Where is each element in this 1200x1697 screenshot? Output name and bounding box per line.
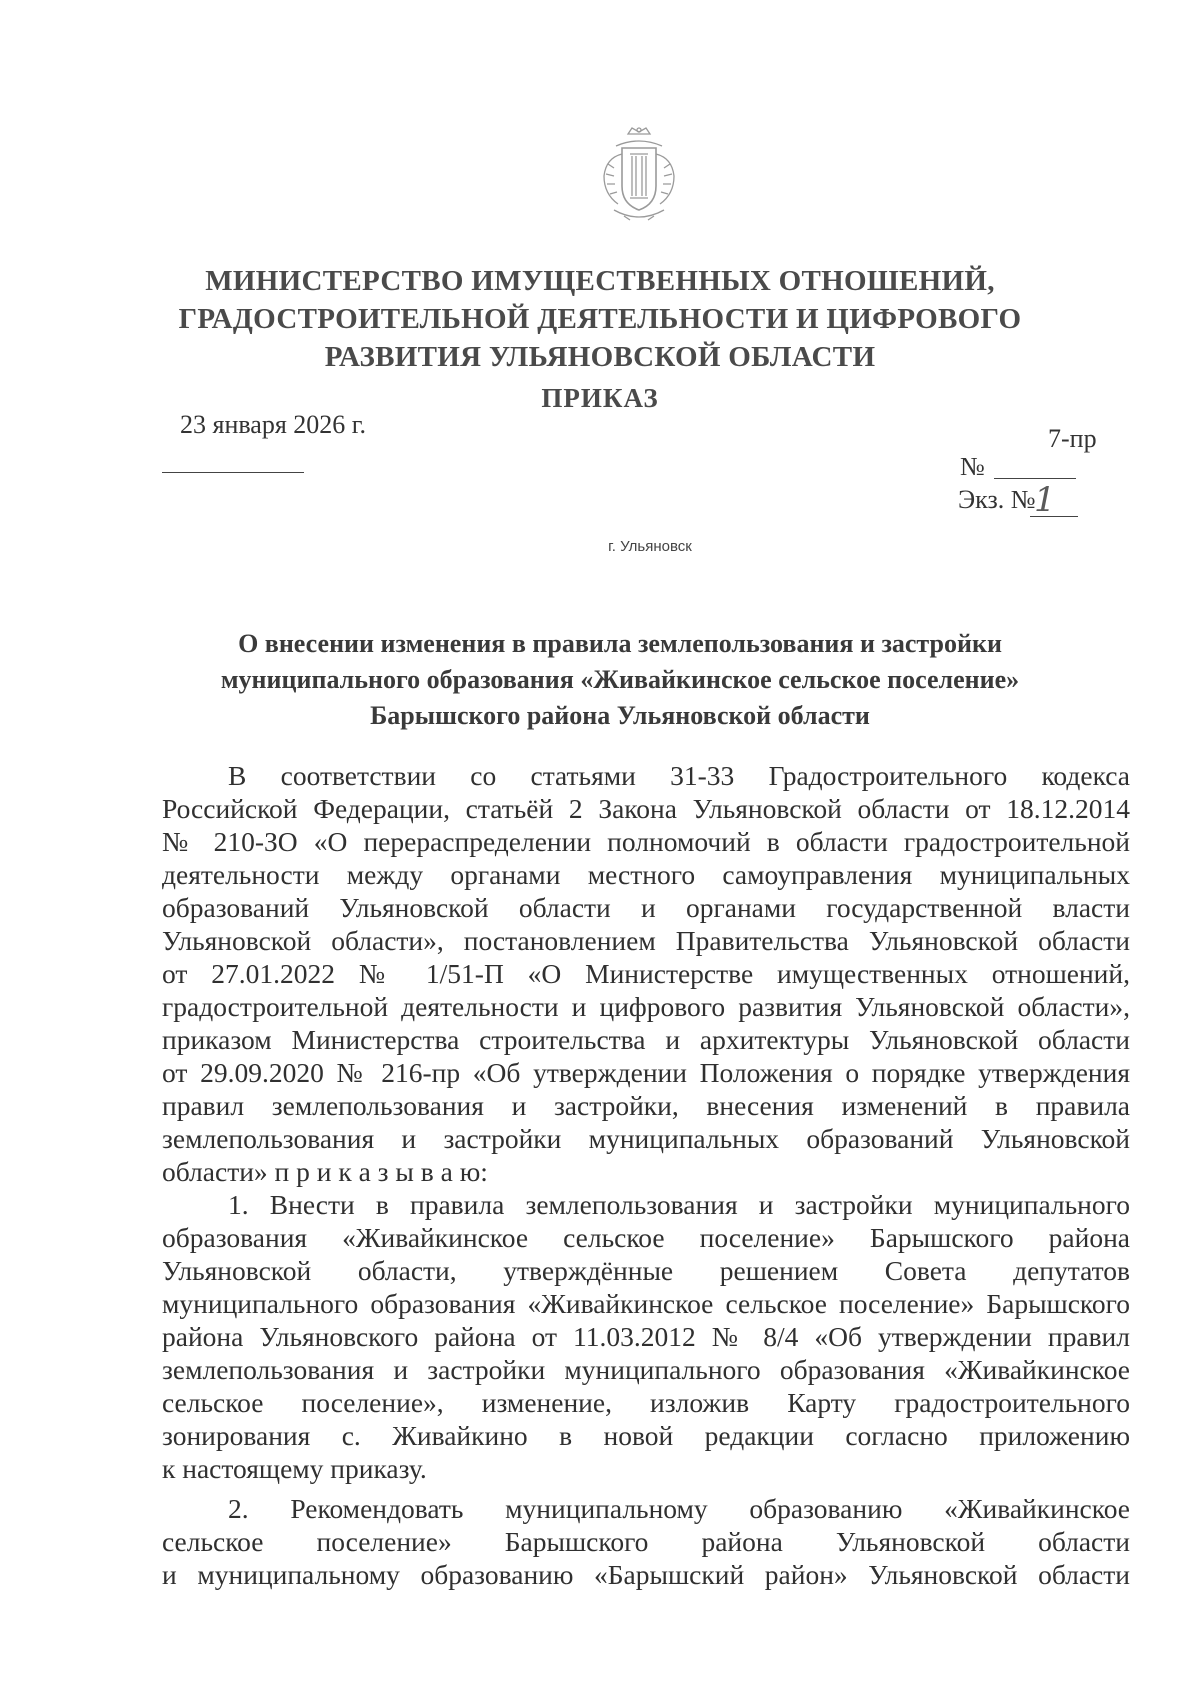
body-line: деятельности между органами местного самоуправления муниципальных <box>162 859 1130 890</box>
body-line: № 210-ЗО «О перераспределении полномочий в области градостроительной <box>162 826 1130 857</box>
body-line: от 29.09.2020 № 216-пр «Об утверждении Положения о порядке утверждения <box>162 1057 1130 1088</box>
body-line: образования «Живайкинское сельское поселение» Барышского района <box>162 1222 1130 1253</box>
ministry-name <box>150 262 1050 376</box>
body-line: Ульяновской области», постановлением Правительства Ульяновской области <box>162 925 1130 956</box>
subject-line: О внесении изменения в правила землепользования и застройки <box>238 629 1002 658</box>
coat-of-arms-emblem <box>594 124 684 226</box>
body-line: образований Ульяновской области и органами государственной власти <box>162 892 1130 923</box>
body-line: к настоящему приказу. <box>162 1453 427 1484</box>
body-line: 1. Внести в правила землепользования и застройки муниципального <box>228 1189 1130 1220</box>
body-line: 2. Рекомендовать муниципальному образованию «Живайкинское <box>228 1493 1130 1524</box>
subject-line: муниципального образования «Живайкинское сельское поселение» <box>220 665 1020 694</box>
body-line: В соответствии со статьями 31-33 Градостроительного кодекса <box>228 760 1130 791</box>
body-line: землепользования и застройки муниципальных образований Ульяновской <box>162 1123 1130 1154</box>
order-number-label: № <box>960 452 985 481</box>
body-line: области» п р и к а з ы в а ю: <box>162 1156 488 1187</box>
body-line: Ульяновской области, утверждённые решением Совета депутатов <box>162 1255 1130 1286</box>
date-underline <box>162 472 304 473</box>
copy-number-handwritten: 1 <box>1034 480 1056 520</box>
number-underline <box>994 478 1076 479</box>
body-line: муниципального образования «Живайкинское сельское поселение» Барышского <box>162 1288 1130 1319</box>
ministry-line: ГРАДОСТРОИТЕЛЬНОЙ ДЕЯТЕЛЬНОСТИ И ЦИФРОВОГО <box>178 303 1022 335</box>
body-line: сельское поселение» Барышского района Ульяновской области <box>162 1526 1130 1557</box>
ministry-line: МИНИСТЕРСТВО ИМУЩЕСТВЕННЫХ ОТНОШЕНИЙ, <box>205 265 995 297</box>
body-line: сельское поселение», изменение, изложив Карту градостроительного <box>162 1387 1130 1418</box>
body-line: правил землепользования и застройки, внесения изменений в правила <box>162 1090 1130 1121</box>
city-name: г. Ульяновск <box>608 538 692 555</box>
order-title: ПРИКАЗ <box>541 383 659 413</box>
body-line: от 27.01.2022 № 1/51-П «О Министерстве имущественных отношений, <box>162 958 1130 989</box>
body-line: землепользования и застройки муниципального образования «Живайкинское <box>162 1354 1130 1385</box>
subject-line: Барышского района Ульяновской области <box>370 701 870 730</box>
body-line: района Ульяновского района от 11.03.2012 № 8/4 «Об утверждении правил <box>162 1321 1130 1352</box>
copy-number-label: Экз. № <box>958 485 1036 514</box>
order-number: 7-пр <box>1048 424 1097 453</box>
body-line: Российской Федерации, статьёй 2 Закона Ульяновской области от 18.12.2014 <box>162 793 1130 824</box>
copy-underline <box>1030 516 1078 517</box>
order-subject <box>170 626 1070 734</box>
body-line: приказом Министерства строительства и архитектуры Ульяновской области <box>162 1024 1130 1055</box>
ministry-line: РАЗВИТИЯ УЛЬЯНОВСКОЙ ОБЛАСТИ <box>324 341 876 373</box>
body-line: и муниципальному образованию «Барышский район» Ульяновской области <box>162 1559 1130 1590</box>
order-date: 23 января 2026 г. <box>180 410 367 439</box>
body-line: градостроительной деятельности и цифрового развития Ульяновской области», <box>162 991 1130 1022</box>
body-line: зонирования с. Живайкино в новой редакции согласно приложению <box>162 1420 1130 1451</box>
